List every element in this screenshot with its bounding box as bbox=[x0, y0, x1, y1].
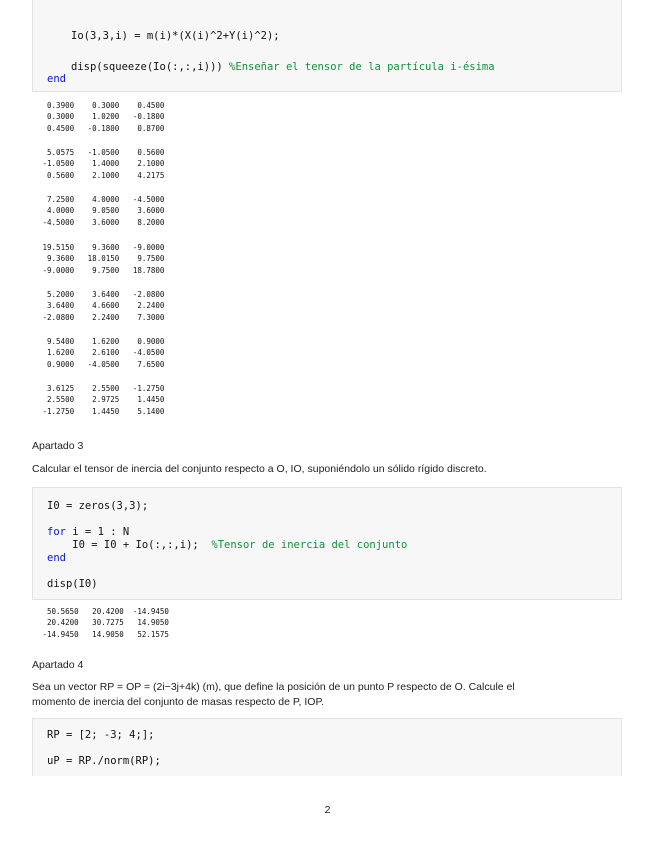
output-tensor-2: 5.0575 -1.0500 0.5600 -1.0500 1.4000 2.1000 0.5600 2.1000 4.2175 bbox=[42, 148, 165, 180]
code-text: I0 = I0 + Io(:,:,i); bbox=[47, 539, 212, 551]
code-comment: %Enseñar el tensor de la partícula i-ésima bbox=[229, 61, 495, 73]
code-text: disp(squeeze(Io(:,:,i))) bbox=[71, 61, 230, 73]
section-4-description-line-1: Sea un vector RP = OP = (2i−3j+4k) (m), que define la posición de un punto P respecto de O. Calcule el bbox=[32, 681, 515, 693]
code-block-total-tensor bbox=[32, 487, 622, 600]
output-tensor-6: 9.5400 1.6200 0.9000 1.6200 2.6100 -4.0500 0.9000 -4.0500 7.6500 bbox=[47, 337, 165, 369]
code-line-disp: disp(I0) bbox=[47, 578, 98, 590]
output-total-tensor: 50.5650 20.4200 -14.9450 20.4200 30.7275 14.9050 -14.9450 14.9050 52.1575 bbox=[42, 607, 169, 639]
code-line-zeros: I0 = zeros(3,3); bbox=[47, 500, 149, 512]
code-line-for bbox=[47, 526, 129, 539]
section-4-heading: Apartado 4 bbox=[32, 659, 84, 671]
code-line-io-zz: Io(3,3,i) = m(i)*(X(i)^2+Y(i)^2); bbox=[71, 30, 280, 42]
section-4-description-line-2: momento de inercia del conjunto de masas respecto de P, IOP. bbox=[32, 696, 325, 708]
output-tensor-3: 7.2500 4.0000 -4.5000 4.0000 9.0500 3.6000 -4.5000 3.6000 8.2000 bbox=[42, 195, 165, 227]
code-keyword-end: end bbox=[47, 552, 66, 564]
section-3-heading: Apartado 3 bbox=[32, 440, 84, 452]
output-tensor-1: 0.3900 0.3000 0.4500 0.3000 1.0200 -0.1800 0.4500 -0.1800 0.8700 bbox=[47, 101, 165, 133]
code-line-up: uP = RP./norm(RP); bbox=[47, 755, 161, 767]
code-line-sum bbox=[47, 539, 407, 552]
code-block-point-p bbox=[32, 718, 622, 776]
code-keyword-for: for bbox=[47, 526, 66, 538]
code-line-rp: RP = [2; -3; 4;]; bbox=[47, 729, 155, 741]
section-3-description: Calcular el tensor de inercia del conjunto respecto a O, IO, suponiéndolo un sólido rígido discreto. bbox=[32, 463, 487, 475]
code-text: i = 1 : N bbox=[65, 526, 130, 538]
code-comment: %Tensor de inercia del conjunto bbox=[211, 539, 408, 551]
output-tensor-5: 5.2000 3.6400 -2.0800 3.6400 4.6600 2.2400 -2.0800 2.2400 7.3000 bbox=[42, 290, 165, 322]
code-keyword-end: end bbox=[47, 73, 66, 85]
code-block-loop-end bbox=[32, 0, 622, 92]
page-number: 2 bbox=[324, 804, 331, 816]
output-tensor-7: 3.6125 2.5500 -1.2750 2.5500 2.9725 1.4450 -1.2750 1.4450 5.1400 bbox=[42, 384, 165, 416]
code-line-disp bbox=[71, 61, 495, 74]
output-tensor-4: 19.5150 9.3600 -9.0000 9.3600 18.0150 9.7500 -9.0000 9.7500 18.7800 bbox=[42, 243, 165, 275]
